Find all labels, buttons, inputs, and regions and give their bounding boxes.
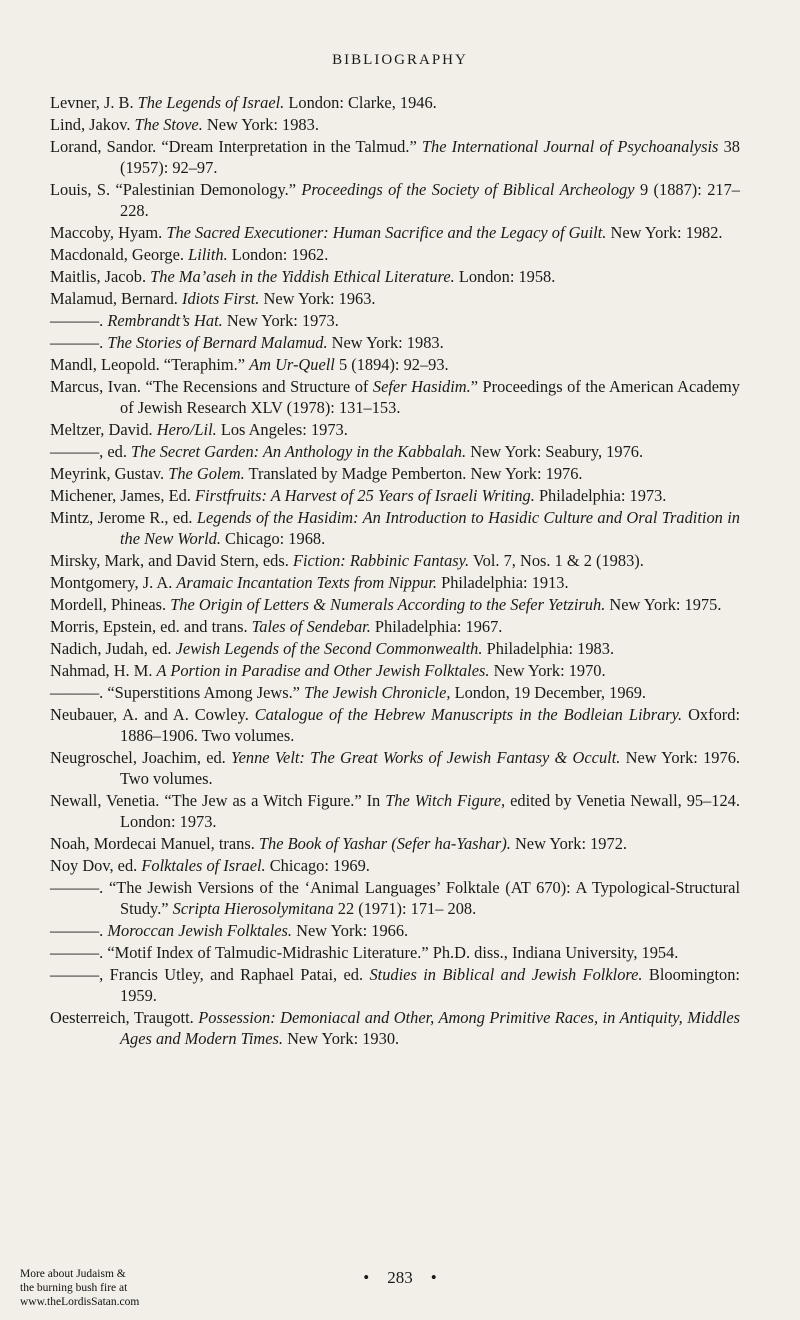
entry-author: Neugroschel, Joachim, ed. [50, 748, 232, 767]
entry-author: ———. [50, 311, 108, 330]
bibliography-entry [50, 1007, 740, 1049]
entry-publication: Vol. 7, Nos. 1 & 2 (1983). [469, 551, 644, 570]
bibliography-entry [50, 616, 740, 637]
entry-author: Noy Dov, ed. [50, 856, 142, 875]
entry-title: The Book of Yashar (Sefer ha-Yashar). [258, 834, 511, 853]
entry-publication: 9 (1887): 217–228. [120, 180, 740, 220]
bibliography-entry [50, 507, 740, 549]
entry-author: ———. [50, 333, 108, 352]
entry-title: Idiots First. [182, 289, 260, 308]
bibliography-entry [50, 550, 740, 571]
entry-publication: London: Clarke, 1946. [284, 93, 437, 112]
entry-author: Neubauer, A. and A. Cowley. [50, 705, 255, 724]
entry-title: Am Ur-Quell [249, 355, 335, 374]
entry-publication: New York: 1972. [510, 834, 627, 853]
entry-publication: ” Proceedings of the American Academy of Jewish Research XLV (1978): 131–153. [120, 377, 740, 417]
bibliography-entry [50, 244, 740, 265]
entry-title: The Golem. [168, 464, 245, 483]
footer-note-line: the burning bush fire at [20, 1282, 128, 1294]
bibliography-entry [50, 332, 740, 353]
bibliography-entry [50, 463, 740, 484]
entry-title: Moroccan Jewish Folktales. [107, 921, 293, 940]
entry-publication: New York: 1963. [259, 289, 376, 308]
entry-publication: 5 (1894): 92–93. [334, 355, 449, 374]
entry-publication: New York: 1976. Two volumes. [120, 748, 740, 788]
bibliography-entry [50, 441, 740, 462]
entry-title: Aramaic Incantation Texts from Nippur. [176, 573, 438, 592]
entry-title: Tales of Sendebar. [251, 617, 371, 636]
entry-publication: New York: 1966. [292, 921, 409, 940]
entry-author: Maccoby, Hyam. [50, 223, 167, 242]
bibliography-entry [50, 942, 740, 963]
bibliography-entry [50, 288, 740, 309]
bibliography-entry [50, 114, 740, 135]
entry-publication: Philadelphia: 1913. [437, 573, 569, 592]
entry-author: Mirsky, Mark, and David Stern, eds. [50, 551, 293, 570]
entry-publication: Philadelphia: 1967. [370, 617, 503, 636]
entry-author: Louis, S. “Palestinian Demonology.” [50, 180, 302, 199]
entry-title: The Witch Figure, [385, 791, 506, 810]
bibliography-entry [50, 855, 740, 876]
entry-publication: New York: 1983. [327, 333, 444, 352]
entry-title: The Sacred Executioner: Human Sacrifice and the Legacy of Guilt. [166, 223, 607, 242]
entry-title: The International Journal of Psychoanalysis [421, 137, 719, 156]
entry-title: Proceedings of the Society of Biblical Archeology [301, 180, 635, 199]
entry-publication: New York: 1982. [606, 223, 723, 242]
entry-publication: Los Angeles: 1973. [216, 420, 348, 439]
entry-title: Lilith. [188, 245, 228, 264]
entry-title: Studies in Biblical and Jewish Folklore. [369, 965, 643, 984]
entry-author: Michener, James, Ed. [50, 486, 195, 505]
footer-note-line: More about Judaism & [20, 1268, 126, 1280]
entry-author: ———. “Motif Index of Talmudic-Midrashic Literature.” Ph.D. diss., Indiana University, 1954. [50, 943, 679, 962]
page-number-line [0, 1268, 800, 1288]
entry-title: Firstfruits: A Harvest of 25 Years of Israeli Writing. [195, 486, 535, 505]
page-header-title: BIBLIOGRAPHY [332, 52, 468, 68]
entry-title: The Legends of Israel. [137, 93, 285, 112]
page-dot-right: • [430, 1268, 437, 1287]
entry-title: The Ma’aseh in the Yiddish Ethical Literature. [150, 267, 455, 286]
entry-author: Newall, Venetia. “The Jew as a Witch Figure.” In [50, 791, 386, 810]
bibliography-entry [50, 920, 740, 941]
entry-author: ———. “Superstitions Among Jews.” [50, 683, 305, 702]
entry-author: Macdonald, George. [50, 245, 189, 264]
entry-author: Nadich, Judah, ed. [50, 639, 176, 658]
entry-author: ———. [50, 921, 108, 940]
entry-author: Maitlis, Jacob. [50, 267, 151, 286]
bibliography-entry [50, 179, 740, 221]
bibliography-entry [50, 964, 740, 1006]
bibliography-entry [50, 266, 740, 287]
entry-author: ———, ed. [50, 442, 132, 461]
bibliography-entry [50, 572, 740, 593]
entry-author: Mintz, Jerome R., ed. [50, 508, 197, 527]
bibliography-entry [50, 682, 740, 703]
entry-publication: Philadelphia: 1973. [534, 486, 667, 505]
entry-author: Montgomery, J. A. [50, 573, 177, 592]
entry-title: Folktales of Israel. [141, 856, 266, 875]
entry-title: Sefer Hasidim. [372, 377, 471, 396]
entry-author: ———, Francis Utley, and Raphael Patai, ed. [50, 965, 370, 984]
bibliography-list [50, 92, 740, 1050]
entry-publication: London, 19 December, 1969. [450, 683, 647, 702]
entry-author: Lind, Jakov. [50, 115, 135, 134]
entry-title: Fiction: Rabbinic Fantasy. [292, 551, 470, 570]
entry-author: Lorand, Sandor. “Dream Interpretation in the Talmud.” [50, 137, 422, 156]
entry-publication: 38 (1957): 92–97. [120, 137, 740, 177]
entry-publication: New York: Seabury, 1976. [466, 442, 644, 461]
page-dot-left: • [363, 1268, 370, 1287]
bibliography-entry [50, 376, 740, 418]
entry-title: The Origin of Letters & Numerals According to the Sefer Yetziruh. [170, 595, 606, 614]
entry-publication: New York: 1970. [489, 661, 606, 680]
entry-publication: edited by Venetia Newall, 95–124. London: 1973. [120, 791, 740, 831]
entry-author: ———. “The Jewish Versions of the ‘Animal Languages’ Folktale (AT 670): A Typological-Structural Study.” [50, 878, 740, 918]
entry-publication: London: 1958. [454, 267, 556, 286]
bibliography-entry [50, 638, 740, 659]
entry-author: Mordell, Phineas. [50, 595, 171, 614]
entry-author: Meltzer, David. [50, 420, 157, 439]
entry-author: Oesterreich, Traugott. [50, 1008, 199, 1027]
footer-note-url: www.theLordisSatan.com [20, 1296, 140, 1308]
entry-title: Catalogue of the Hebrew Manuscripts in the Bodleian Library. [254, 705, 683, 724]
bibliography-entry [50, 136, 740, 178]
entry-author: Morris, Epstein, ed. and trans. [50, 617, 252, 636]
entry-publication: New York: 1975. [605, 595, 722, 614]
bibliography-entry [50, 877, 740, 919]
entry-publication: Philadelphia: 1983. [482, 639, 615, 658]
entry-title: The Jewish Chronicle, [304, 683, 451, 702]
bibliography-entry [50, 660, 740, 681]
entry-author: Meyrink, Gustav. [50, 464, 169, 483]
bibliography-entry [50, 833, 740, 854]
entry-title: Jewish Legends of the Second Commonwealth. [175, 639, 483, 658]
bibliography-entry [50, 222, 740, 243]
bibliography-entry [50, 485, 740, 506]
entry-author: Mandl, Leopold. “Teraphim.” [50, 355, 250, 374]
entry-title: Possession: Demoniacal and Other, Among Primitive Races, in Antiquity, Middles Ages and Modern Times. [120, 1008, 740, 1048]
entry-title: The Secret Garden: An Anthology in the Kabbalah. [131, 442, 467, 461]
entry-title: Hero/Lil. [156, 420, 217, 439]
entry-publication: New York: 1973. [222, 311, 339, 330]
entry-publication: Oxford: 1886–1906. Two volumes. [120, 705, 740, 745]
entry-publication: New York: 1930. [283, 1029, 400, 1048]
bibliography-entry [50, 790, 740, 832]
bibliography-entry [50, 594, 740, 615]
entry-author: Noah, Mordecai Manuel, trans. [50, 834, 259, 853]
entry-title: Legends of the Hasidim: An Introduction to Hasidic Culture and Oral Tradition in the New World. [120, 508, 740, 548]
entry-title: Rembrandt’s Hat. [107, 311, 223, 330]
bibliography-entry [50, 310, 740, 331]
entry-publication: London: 1962. [227, 245, 329, 264]
entry-title: Scripta Hierosolymitana [172, 899, 334, 918]
entry-title: Yenne Velt: The Great Works of Jewish Fantasy & Occult. [231, 748, 621, 767]
entry-publication: Bloomington: 1959. [120, 965, 740, 1005]
bibliography-entry [50, 92, 740, 113]
entry-author: Nahmad, H. M. [50, 661, 157, 680]
entry-publication: Translated by Madge Pemberton. New York: 1976. [244, 464, 583, 483]
page-number: 283 [387, 1268, 413, 1287]
entry-author: Levner, J. B. [50, 93, 138, 112]
entry-author: Malamud, Bernard. [50, 289, 182, 308]
entry-title: The Stories of Bernard Malamud. [107, 333, 328, 352]
bibliography-entry [50, 747, 740, 789]
entry-publication: Chicago: 1969. [265, 856, 370, 875]
entry-publication: Chicago: 1968. [220, 529, 326, 548]
entry-title: A Portion in Paradise and Other Jewish Folktales. [156, 661, 490, 680]
entry-title: The Stove. [134, 115, 203, 134]
entry-publication: 22 (1971): 171– 208. [333, 899, 477, 918]
entry-publication: New York: 1983. [202, 115, 319, 134]
bibliography-entry [50, 419, 740, 440]
entry-author: Marcus, Ivan. “The Recensions and Structure of [50, 377, 373, 396]
bibliography-entry [50, 704, 740, 746]
bibliography-entry [50, 354, 740, 375]
